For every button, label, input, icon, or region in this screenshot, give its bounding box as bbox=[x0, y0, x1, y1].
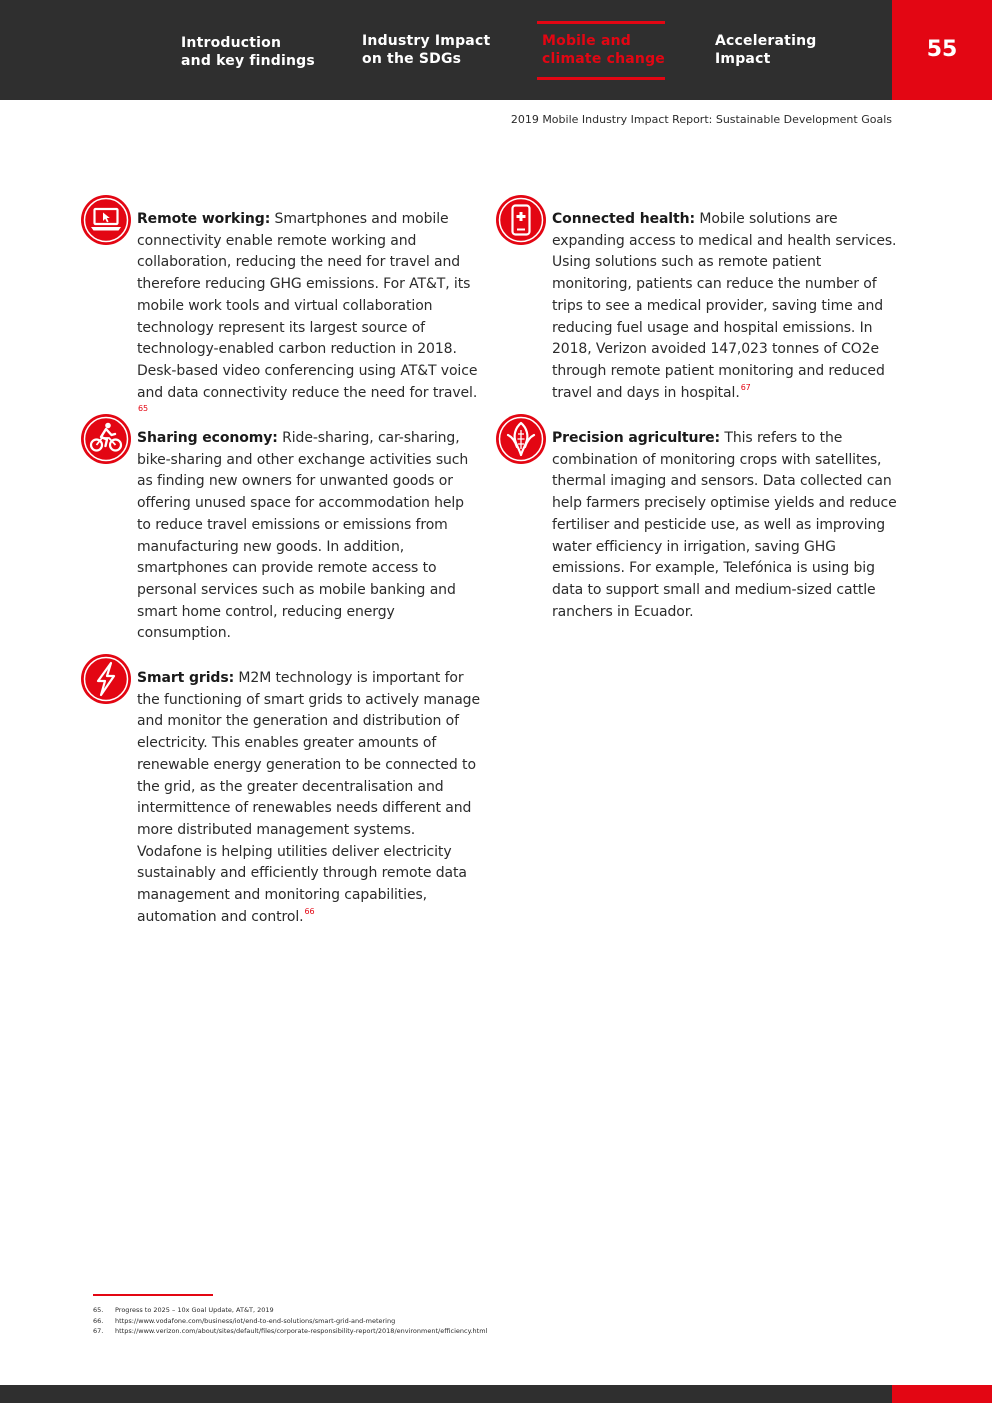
laptop-cursor-icon bbox=[80, 194, 132, 246]
cyclist-icon bbox=[80, 413, 132, 465]
footnote-text: Progress to 2025 – 10x Goal Update, AT&T, 2019 bbox=[115, 1306, 274, 1314]
footnote-divider bbox=[93, 1294, 213, 1296]
section-body: This refers to the combination of monitoring crops with satellites, thermal imaging and sensors. Data collected can help farmers precisely optimise yields and reduce fertiliser and pesticide use, as well as improving water efficiency in irrigation, saving GHG emissions. For example, Telefónica is using big data to support small and medium-sized cattle ranchers in Ecuador. bbox=[552, 430, 897, 620]
section-body: Ride-sharing, car-sharing, bike-sharing and other exchange activities such as finding new owners for unwanted goods or offering unused space for accommodation help to reduce travel emissions or emissions from manufacturing new goods. In addition, smartphones can provide remote access to personal services such as mobile banking and smart home control, reducing energy consumption. bbox=[137, 430, 469, 642]
section-connected-health bbox=[552, 209, 897, 404]
nav-tab-label: Mobile and climate change bbox=[542, 33, 665, 67]
nav-tab-industry-impact[interactable] bbox=[362, 0, 522, 100]
footnote-number: 67. bbox=[93, 1327, 104, 1335]
footnote-number: 66. bbox=[93, 1316, 104, 1325]
nav-tab-label: Industry Impact on the SDGs bbox=[362, 33, 491, 67]
section-precision-agriculture bbox=[552, 428, 897, 623]
footnote-67 bbox=[93, 1326, 893, 1337]
section-title: Remote working: bbox=[137, 211, 271, 227]
active-tab-indicator-bottom bbox=[537, 77, 665, 80]
footnote-link[interactable]: https://www.verizon.com/about/sites/default/files/corporate-responsibility-report/2018/environment/efficiency.html bbox=[115, 1327, 488, 1335]
section-sharing-economy bbox=[137, 428, 482, 645]
crop-icon bbox=[495, 413, 547, 465]
active-tab-indicator-top bbox=[537, 21, 665, 24]
medical-phone-icon bbox=[495, 194, 547, 246]
nav-tab-label: Introduction and key findings bbox=[181, 35, 315, 69]
section-smart-grids bbox=[137, 668, 482, 928]
section-title: Connected health: bbox=[552, 211, 695, 227]
section-body: Mobile solutions are expanding access to medical and health services. Using solutions such as remote patient monitoring, patients can reduce the number of trips to see a medical provider, saving time and reducing fuel usage and hospital emissions. In 2018, Verizon avoided 147,023 tonnes of CO2e through remote patient monitoring and reduced travel and days in hospital. bbox=[552, 211, 897, 401]
section-title: Sharing economy: bbox=[137, 430, 278, 446]
footnote-link[interactable]: https://www.vodafone.com/business/iot/end-to-end-solutions/smart-grid-and-metering bbox=[115, 1316, 396, 1325]
section-text bbox=[137, 209, 487, 426]
section-remote-working bbox=[137, 209, 487, 426]
footnote-ref[interactable]: 67 bbox=[740, 382, 751, 392]
footnote-66 bbox=[93, 1316, 893, 1327]
footnote-number: 65. bbox=[93, 1306, 104, 1314]
nav-tab-label: Accelerating Impact bbox=[715, 33, 817, 67]
section-body: Smartphones and mobile connectivity enable remote working and collaboration, reducing the need for travel and therefore reducing GHG emissions. For AT&T, its mobile work tools and virtual collaboration technology represent its largest source of technology-enabled carbon reduction in 2018. Desk-based video conferencing using AT&T voice and data connectivity reduce the need for travel. bbox=[137, 211, 478, 401]
report-title: 2019 Mobile Industry Impact Report: Sustainable Development Goals bbox=[510, 113, 892, 126]
section-text bbox=[552, 209, 897, 404]
page-number: 55 bbox=[892, 0, 992, 100]
footnote-ref[interactable]: 66 bbox=[304, 906, 315, 916]
footnote-ref[interactable]: 65 bbox=[138, 404, 148, 414]
section-title: Smart grids: bbox=[137, 670, 235, 686]
footer-bar bbox=[0, 1385, 892, 1403]
nav-tab-introduction[interactable] bbox=[181, 0, 341, 100]
section-text bbox=[137, 428, 482, 645]
footer-accent bbox=[892, 1385, 992, 1403]
section-title: Precision agriculture: bbox=[552, 430, 721, 446]
nav-tab-accelerating-impact[interactable] bbox=[715, 0, 865, 100]
nav-tab-mobile-climate-active[interactable] bbox=[537, 0, 665, 100]
section-text bbox=[137, 668, 482, 928]
footnote-65 bbox=[93, 1305, 893, 1316]
section-text bbox=[552, 428, 897, 623]
section-body: M2M technology is important for the functioning of smart grids to actively manage and monitor the generation and distribution of electricity. This enables greater amounts of renewable energy generation to be connected to the grid, as the greater decentralisation and intermittence of renewables needs different and more distributed management systems. Vodafone is helping utilities deliver electricity sustainably and efficiently through remote data management and monitoring capabilities, automation and control. bbox=[137, 670, 480, 925]
lightning-icon bbox=[80, 653, 132, 705]
top-navigation-bar bbox=[0, 0, 992, 100]
footnotes bbox=[93, 1305, 893, 1337]
